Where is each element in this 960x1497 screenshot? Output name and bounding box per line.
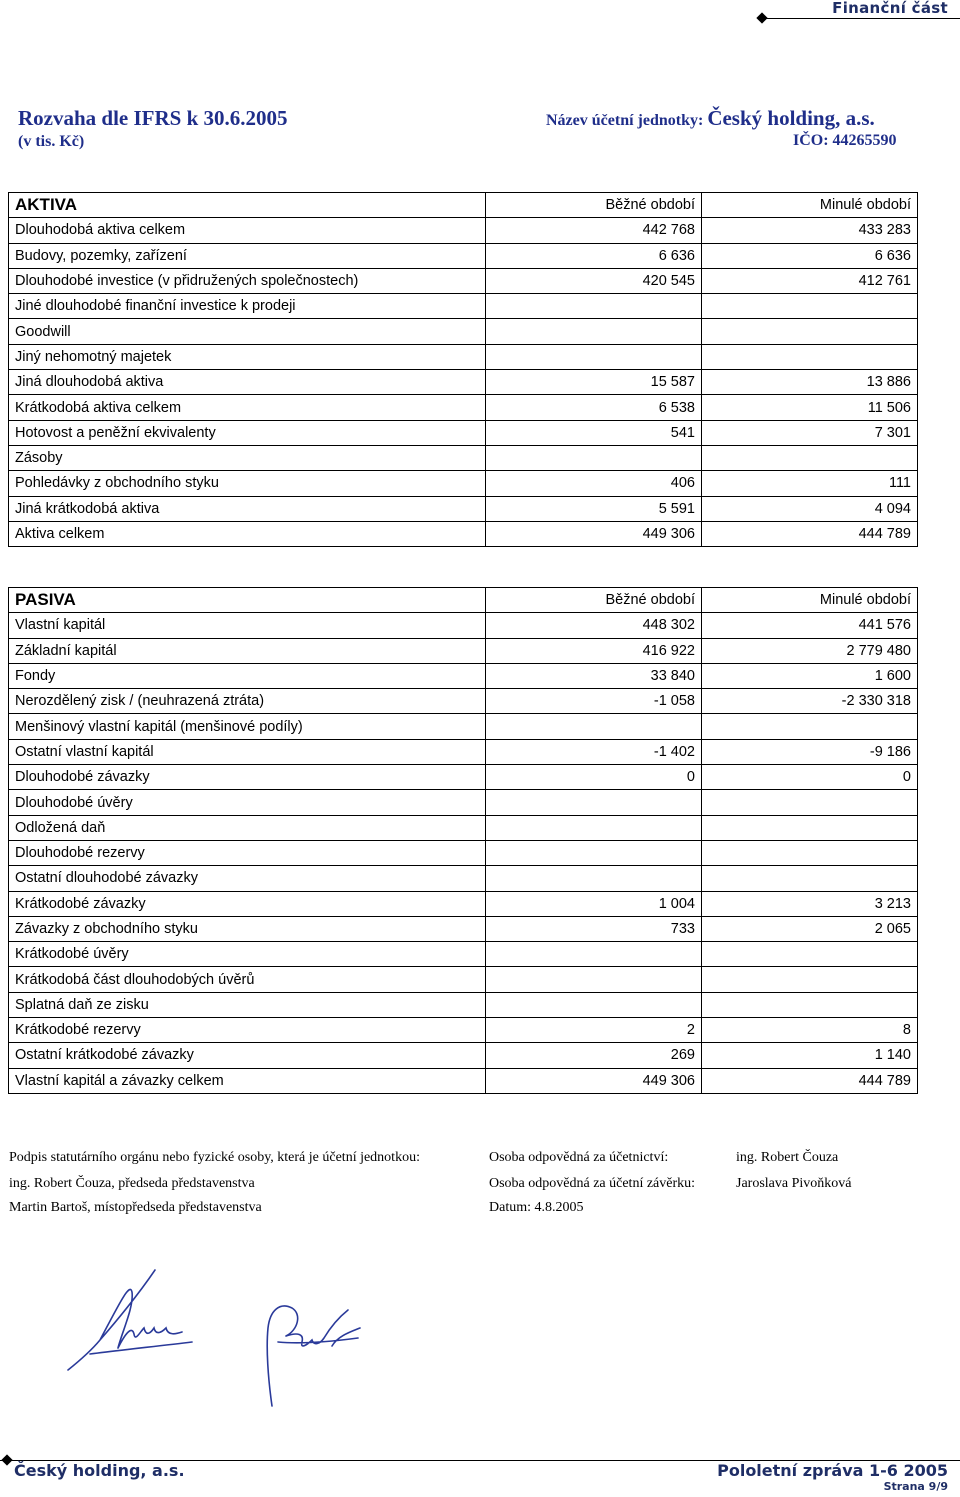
aktiva-row-current: 6 538 [486, 395, 702, 420]
pasiva-heading: PASIVA [9, 588, 486, 613]
closing-label: Osoba odpovědná za účetní závěrku: [489, 1176, 696, 1191]
pasiva-row-previous: 1 600 [702, 663, 918, 688]
pasiva-row-label: Krátkodobá část dlouhodobých úvěrů [9, 967, 486, 992]
aktiva-row-label: Jiná krátkodobá aktiva [9, 496, 486, 521]
aktiva-row-current: 420 545 [486, 268, 702, 293]
signature-label: Podpis statutárního orgánu nebo fyzické osoby, která je účetní jednotkou: [9, 1150, 420, 1165]
aktiva-row-previous: 433 283 [702, 218, 918, 243]
pasiva-row [9, 765, 918, 790]
signature-1-image [60, 1262, 200, 1382]
aktiva-row [9, 319, 918, 344]
aktiva-row-label: Dlouhodobá aktiva celkem [9, 218, 486, 243]
units-note: (v tis. Kč) [18, 133, 85, 150]
page-title: Rozvaha dle IFRS k 30.6.2005 [18, 106, 288, 130]
aktiva-row-current: 6 636 [486, 243, 702, 268]
pasiva-row [9, 1043, 918, 1068]
aktiva-row-current: 15 587 [486, 370, 702, 395]
aktiva-row [9, 471, 918, 496]
pasiva-row-label: Krátkodobé úvěry [9, 942, 486, 967]
pasiva-row [9, 689, 918, 714]
pasiva-row-current: -1 402 [486, 739, 702, 764]
aktiva-row-label: Jiný nehomotný majetek [9, 344, 486, 369]
header-rule [762, 18, 960, 19]
pasiva-row [9, 916, 918, 941]
pasiva-row-current [486, 992, 702, 1017]
signatory-2: Martin Bartoš, místopředseda představenstva [9, 1200, 262, 1215]
aktiva-row [9, 445, 918, 470]
aktiva-row-current: 5 591 [486, 496, 702, 521]
pasiva-row-previous [702, 790, 918, 815]
aktiva-header-row [9, 193, 918, 218]
signature-2-image [258, 1288, 368, 1413]
pasiva-row-label: Splatná daň ze zisku [9, 992, 486, 1017]
aktiva-row-previous: 7 301 [702, 420, 918, 445]
aktiva-row-label: Jiné dlouhodobé finanční investice k prodeji [9, 294, 486, 319]
pasiva-row-previous: 3 213 [702, 891, 918, 916]
pasiva-row [9, 663, 918, 688]
aktiva-row [9, 420, 918, 445]
aktiva-row-current [486, 294, 702, 319]
pasiva-row-current [486, 942, 702, 967]
pasiva-row-current: 0 [486, 765, 702, 790]
pasiva-row [9, 638, 918, 663]
pasiva-row-label: Nerozdělený zisk / (neuhrazená ztráta) [9, 689, 486, 714]
pasiva-row-current [486, 840, 702, 865]
aktiva-row [9, 243, 918, 268]
aktiva-row [9, 294, 918, 319]
pasiva-row-previous: 2 065 [702, 916, 918, 941]
aktiva-row-previous [702, 294, 918, 319]
pasiva-row-previous [702, 815, 918, 840]
aktiva-row [9, 218, 918, 243]
entity-label: Název účetní jednotky: [546, 112, 704, 129]
pasiva-table [8, 587, 918, 1094]
pasiva-row-previous [702, 992, 918, 1017]
pasiva-row-current: 2 [486, 1018, 702, 1043]
pasiva-row [9, 840, 918, 865]
pasiva-row [9, 739, 918, 764]
pasiva-row-current: 733 [486, 916, 702, 941]
pasiva-row [9, 891, 918, 916]
pasiva-row-previous: 8 [702, 1018, 918, 1043]
pasiva-row-label: Závazky z obchodního styku [9, 916, 486, 941]
aktiva-row-previous: 6 636 [702, 243, 918, 268]
aktiva-row-previous: 11 506 [702, 395, 918, 420]
pasiva-row-label: Menšinový vlastní kapitál (menšinové podíly) [9, 714, 486, 739]
pasiva-row-label: Ostatní krátkodobé závazky [9, 1043, 486, 1068]
closing-person: Jaroslava Pivoňková [736, 1176, 852, 1191]
aktiva-col-previous: Minulé období [702, 193, 918, 218]
pasiva-row-previous: 0 [702, 765, 918, 790]
pasiva-row-previous: 441 576 [702, 613, 918, 638]
aktiva-row [9, 370, 918, 395]
pasiva-row-previous: -2 330 318 [702, 689, 918, 714]
pasiva-row-previous [702, 866, 918, 891]
aktiva-row-current [486, 445, 702, 470]
aktiva-row-label: Dlouhodobé investice (v přidružených společnostech) [9, 268, 486, 293]
aktiva-row-current [486, 319, 702, 344]
aktiva-row-label: Pohledávky z obchodního styku [9, 471, 486, 496]
pasiva-row-previous [702, 714, 918, 739]
aktiva-row-previous: 412 761 [702, 268, 918, 293]
pasiva-row-previous [702, 967, 918, 992]
pasiva-row-previous: 444 789 [702, 1068, 918, 1093]
aktiva-row-previous: 13 886 [702, 370, 918, 395]
pasiva-row-label: Krátkodobé rezervy [9, 1018, 486, 1043]
aktiva-row [9, 395, 918, 420]
pasiva-row-current: 269 [486, 1043, 702, 1068]
aktiva-row-label: Goodwill [9, 319, 486, 344]
entity-block [546, 106, 875, 131]
pasiva-row-current [486, 790, 702, 815]
pasiva-row-label: Odložená daň [9, 815, 486, 840]
aktiva-row-current [486, 344, 702, 369]
pasiva-row [9, 815, 918, 840]
aktiva-row-label: Budovy, pozemky, zařízení [9, 243, 486, 268]
pasiva-row-previous [702, 840, 918, 865]
pasiva-row-current: 416 922 [486, 638, 702, 663]
aktiva-row-previous: 111 [702, 471, 918, 496]
pasiva-row-label: Základní kapitál [9, 638, 486, 663]
pasiva-row-current: -1 058 [486, 689, 702, 714]
aktiva-row [9, 521, 918, 546]
pasiva-row-current: 33 840 [486, 663, 702, 688]
pasiva-row-label: Dlouhodobé rezervy [9, 840, 486, 865]
header-diamond-icon [756, 12, 767, 23]
aktiva-row-current: 406 [486, 471, 702, 496]
pasiva-row [9, 942, 918, 967]
page-number: Strana 9/9 [883, 1480, 948, 1493]
pasiva-row [9, 992, 918, 1017]
signatory-1: ing. Robert Čouza, předseda představenstva [9, 1176, 255, 1191]
report-date: Datum: 4.8.2005 [489, 1200, 584, 1215]
pasiva-row-previous: 2 779 480 [702, 638, 918, 663]
pasiva-row-label: Vlastní kapitál [9, 613, 486, 638]
pasiva-row [9, 1018, 918, 1043]
aktiva-row-current: 442 768 [486, 218, 702, 243]
pasiva-row [9, 613, 918, 638]
pasiva-col-previous: Minulé období [702, 588, 918, 613]
aktiva-col-current: Běžné období [486, 193, 702, 218]
footer-report: Pololetní zpráva 1-6 2005 [717, 1461, 948, 1480]
pasiva-row-previous [702, 942, 918, 967]
pasiva-row-current: 1 004 [486, 891, 702, 916]
pasiva-row-label: Krátkodobé závazky [9, 891, 486, 916]
aktiva-row [9, 344, 918, 369]
aktiva-row-previous: 4 094 [702, 496, 918, 521]
pasiva-row-label: Ostatní dlouhodobé závazky [9, 866, 486, 891]
section-title: Finanční část [832, 0, 948, 17]
aktiva-row-previous [702, 445, 918, 470]
pasiva-row [9, 1068, 918, 1093]
aktiva-row-label: Aktiva celkem [9, 521, 486, 546]
aktiva-row [9, 268, 918, 293]
footer-company: Český holding, a.s. [14, 1461, 185, 1480]
accounting-person: ing. Robert Čouza [736, 1150, 839, 1165]
pasiva-row-current: 449 306 [486, 1068, 702, 1093]
pasiva-row-current [486, 815, 702, 840]
ico-number: IČO: 44265590 [793, 132, 897, 149]
aktiva-row-current: 449 306 [486, 521, 702, 546]
pasiva-row-previous: 1 140 [702, 1043, 918, 1068]
pasiva-row-current: 448 302 [486, 613, 702, 638]
aktiva-row [9, 496, 918, 521]
pasiva-header-row [9, 588, 918, 613]
pasiva-row-label: Dlouhodobé závazky [9, 765, 486, 790]
pasiva-row [9, 714, 918, 739]
accounting-label: Osoba odpovědná za účetnictví: [489, 1150, 669, 1165]
aktiva-row-previous: 444 789 [702, 521, 918, 546]
aktiva-heading: AKTIVA [9, 193, 486, 218]
pasiva-col-current: Běžné období [486, 588, 702, 613]
pasiva-row-current [486, 967, 702, 992]
aktiva-row-label: Jiná dlouhodobá aktiva [9, 370, 486, 395]
pasiva-row-current [486, 866, 702, 891]
pasiva-row [9, 866, 918, 891]
pasiva-row-current [486, 714, 702, 739]
pasiva-row [9, 967, 918, 992]
pasiva-row-label: Ostatní vlastní kapitál [9, 739, 486, 764]
entity-name: Český holding, a.s. [707, 106, 875, 130]
pasiva-row-previous: -9 186 [702, 739, 918, 764]
aktiva-table [8, 192, 918, 547]
pasiva-row-label: Fondy [9, 663, 486, 688]
pasiva-row-label: Vlastní kapitál a závazky celkem [9, 1068, 486, 1093]
pasiva-row-label: Dlouhodobé úvěry [9, 790, 486, 815]
aktiva-row-previous [702, 319, 918, 344]
aktiva-row-label: Hotovost a peněžní ekvivalenty [9, 420, 486, 445]
aktiva-row-label: Krátkodobá aktiva celkem [9, 395, 486, 420]
pasiva-row [9, 790, 918, 815]
aktiva-row-current: 541 [486, 420, 702, 445]
aktiva-row-label: Zásoby [9, 445, 486, 470]
aktiva-row-previous [702, 344, 918, 369]
